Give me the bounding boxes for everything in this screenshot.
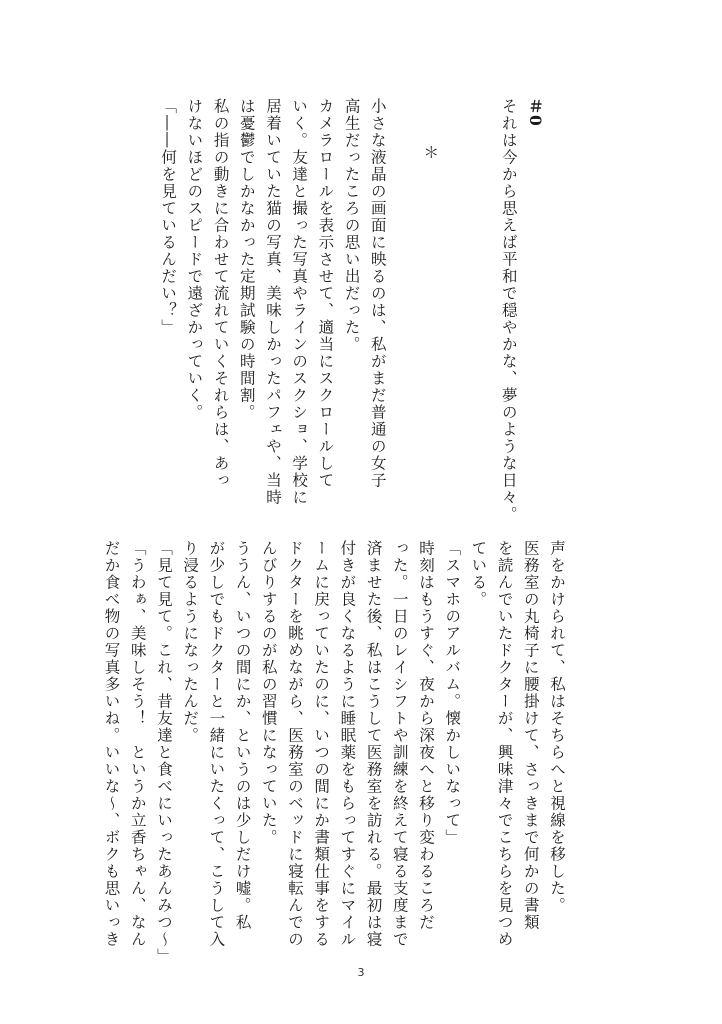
text-line: それは今から思えば平和で穏やかな、夢のような日々。 [499,98,518,523]
text-line: り浸るようになったんだ。 [181,540,200,744]
text-line: 付きが良くなるように睡眠薬をもらってすぐにマイル [338,540,357,948]
text-line: は憂鬱でしかなかった定期試験の時間割。 [237,98,256,421]
text-line: 済ませた後、私はこうして医務室を訪れる。最初は寝 [364,540,383,948]
text-line: 小さな液晶の画面に映るのは、私がまだ普通の女子 [368,98,387,489]
text-line: んびりするのが私の習慣になっていた。 [259,540,278,846]
dialogue-line: 「――何を見ているんだい？」 [159,98,178,336]
text-line: が少しでもドクターと一緒にいたくって、こうして入 [207,540,226,948]
dialogue-line: 「スマホのアルバム。懐かしいなって」 [443,540,462,846]
text-line: った。一日のレイシフトや訓練を終えて寝る支度まで [390,540,409,948]
chapter-heading: ＃0 [526,98,545,128]
text-line: ううん、いつの間にか、というのは少しだけ嘘。私 [233,540,252,931]
text-line: 居着いていた猫の写真、美味しかったパフェや、当時 [263,98,282,506]
top-text-column-block [116,98,548,523]
text-line: ドクターを眺めながら、医務室のベッドに寝転んでの [285,540,304,948]
section-break-asterisk: ＊ [421,144,440,161]
text-line: 高生だったころの思い出だった。 [342,98,361,353]
blank-line [469,98,495,518]
text-line: いく。友達と撮った写真やラインのスクショ、学校に [290,98,309,506]
dialogue-line: 「うわぁ、美味しそう！ というか立香ちゃん、なん [128,540,147,948]
text-line: だか食べ物の写真多いね。いいな～、ボクも思いっき [102,540,121,948]
text-line: カメラロールを表示させて、適当にスクロールして [316,98,335,489]
bottom-text-column-block [93,540,570,965]
text-line: けないほどのスピードで遠ざかっていく。 [185,98,204,421]
text-line: を読んでいたドクターが、興味津々でこちらを見つめ [495,540,514,948]
blank-line [391,98,417,518]
text-line: 私の指の動きに合わせて流れていくそれらは、あっ [211,98,230,489]
text-line: 医務室の丸椅子に腰掛けて、さっきまで何かの書類 [521,540,540,931]
text-line: 時刻はもうすぐ、夜から深夜へと移り変わるころだ [416,540,435,931]
blank-line [443,98,469,518]
text-line: ている。 [469,540,488,608]
text-line: ームに戻っていたのに、いつの間にか書類仕事をする [312,540,331,948]
text-line: 声をかけられて、私はそちらへと視線を移した。 [548,540,566,914]
dialogue-line: 「見て見て。これ、昔友達と食べにいったあんみつ～」 [154,540,173,965]
page-number: 3 [357,966,365,979]
